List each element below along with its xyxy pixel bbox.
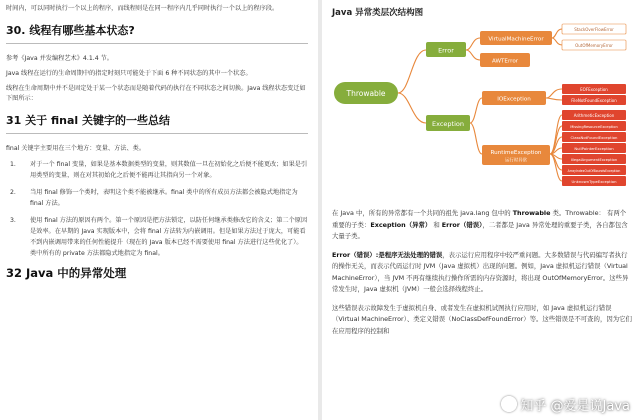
text-run: ，二者都是 Java 异常处理的重要子类，各自都包含大量子类。 <box>332 220 628 240</box>
section-31-rule <box>6 133 308 134</box>
edge-vme-child <box>552 29 562 38</box>
list-item <box>6 159 308 181</box>
edge-error-awt <box>466 50 480 60</box>
edge-throwable-error <box>398 50 426 93</box>
edge-vme-child <box>552 38 562 45</box>
top-text: 时间内，可以同时执行一个以上的程序，而线程则是在同一程序内几乎同时执行一个以上的程序段。 <box>6 5 279 12</box>
exception-hierarchy-diagram <box>330 20 630 202</box>
left-page <box>0 0 318 420</box>
error-paragraph <box>332 250 632 296</box>
list-text: 使用 final 方法的原因有两个。第一个原因是把方法锁定，以防任何继承类修改它的含义；第二个原因是效率。在早期的 Java 实现版本中，会将 final 方法转为内嵌调用。但是如果方法过于庞大，可能看不到内嵌调用带来的任何性能提升（现在的 Java 版本已经不需要使用 final 方法进行这些优化了）。类中所有的 private 方法都隐式地指定为 final。 <box>30 217 308 257</box>
section-32-title: 32 Java 中的异常处理 <box>6 266 127 280</box>
text-run: 类。Throwable： 有两个重要的子类： <box>332 209 627 229</box>
edge-error-vme <box>466 38 480 50</box>
throwable-paragraph <box>332 208 632 243</box>
node-illegalargumentexception-label: IllegalArgumentException <box>570 158 618 162</box>
node-runtimeexception-label: RuntimeException <box>490 150 542 156</box>
edge-exception-ioe <box>470 98 482 123</box>
section-30-rule <box>6 43 308 44</box>
node-filenotfoundexception-label: FileNotFoundException <box>571 98 617 103</box>
node-error-label: Error <box>438 46 454 55</box>
text-run: ，表示运行应用程序中较严重问题。大多数错误与代码编写者执行的操作无关，而表示代码运行时 JVM（Java 虚拟机）出现的问题。例如，Java 虚拟机运行错误（Virtual MachineError），当 JVM 不再有继续执行操作所需的内存资源时，将出现 OutOfMemoryError。这些异常发生时，Java 虚拟机（JVM）一般会选择线程终止。 <box>332 250 629 293</box>
final-list <box>6 159 308 259</box>
section-30-para-2: 线程在生命周期中并不是固定处于某一个状态而是随着代码的执行在不同状态之间切换。Java 线程状态变迁如下图所示： <box>6 85 306 102</box>
text-run-bold: Exception（异常） <box>370 220 432 229</box>
text-run: 在 Java 中，所有的异常都有一个共同的祖先 java.lang 包中的 <box>332 209 513 217</box>
text-run-bold: Error（错误） <box>441 220 483 229</box>
diagram-title: Java 异常类层次结构图 <box>332 8 424 18</box>
list-item <box>6 215 308 259</box>
edge-ioe-child <box>546 89 562 98</box>
list-num: 1. <box>10 161 16 168</box>
node-throwable-label: Throwable <box>346 89 386 98</box>
node-outofmemoryerror-label: OutOfMemoryError <box>575 43 613 48</box>
error-detail-paragraph: 这些错误表示故障发生于虚拟机自身、或者发生在虚拟机试图执行应用时，如 Java 虚拟机运行错误（Virtual MachineError）、类定义错误（NoClassDefFoundError）等。这些错误是不可查的，因为它们在应用程序的控制和 <box>332 303 632 335</box>
watermark <box>501 395 630 414</box>
list-num: 2. <box>10 189 16 196</box>
edge-rte-child <box>550 154 562 181</box>
node-eofexception-label: EOFException <box>580 87 608 92</box>
node-runtimeexception-sublabel: 运行时异常 <box>505 158 527 164</box>
node-unknowntypeexception-label: UnknownTypeException <box>571 179 617 184</box>
right-page <box>322 0 640 420</box>
edge-ioe-child <box>546 98 562 100</box>
right-body-text <box>332 208 632 344</box>
node-awt-label: AWTError <box>491 58 519 65</box>
node-exception-label: Exception <box>432 120 464 128</box>
node-arithmeticexception-label: ArithmeticException <box>573 113 615 118</box>
node-classnotfoundexception-label: ClassNotFoundException <box>570 135 618 140</box>
node-stackoverflowerror-label: StackOverFlowError <box>574 27 614 32</box>
edge-throwable-exception <box>398 93 426 123</box>
text-run-bold: Throwable <box>512 209 551 217</box>
node-ioexception-label: IOException <box>497 96 531 103</box>
node-vme-label: VirtualMachineError <box>488 36 544 43</box>
watermark-text: 知乎 @爱是说Java <box>520 399 630 414</box>
list-text: 对于一个 final 变量，如果是基本数据类型的变量，则其数值一旦在初始化之后便不能更改；如果是引用类型的变量，则在对其初始化之后便不能再让其指向另一个对象。 <box>30 161 308 179</box>
node-missingresourceexception-label: MissingResourceException <box>570 125 618 129</box>
edge-rte-child <box>550 126 562 154</box>
list-text: 当用 final 修饰一个类时，表明这个类不能被继承。final 类中的所有成员方法都会被隐式地指定为 final 方法。 <box>30 189 298 207</box>
edge-exception-rte <box>470 123 482 154</box>
node-arrayindexoutofboundsexception-label: ArrayIndexOutOfBoundsException <box>567 169 621 173</box>
text-run: 和 <box>431 220 442 229</box>
section-30-ref: 参考《Java 并发编程艺术》4.1.4 节。 <box>6 55 113 62</box>
watermark-logo-icon <box>501 396 517 412</box>
text-run-bold: Error（错误）:是程序无法处理的错误 <box>332 250 443 259</box>
section-31-intro: final 关键字主要用在三个地方：变量、方法、类。 <box>6 145 146 152</box>
list-item <box>6 187 308 209</box>
section-30-para-1: Java 线程在运行的生命周期中的指定时刻只可能处于下面 6 种不同状态的其中一个状态。 <box>6 70 252 77</box>
node-nullpointerexception-label: NullPointerException <box>574 146 614 151</box>
section-31-title: 31 关于 final 关键字的一些总结 <box>6 114 170 127</box>
list-num: 3. <box>10 217 16 224</box>
section-30-title: 30. 线程有哪些基本状态? <box>6 24 135 37</box>
